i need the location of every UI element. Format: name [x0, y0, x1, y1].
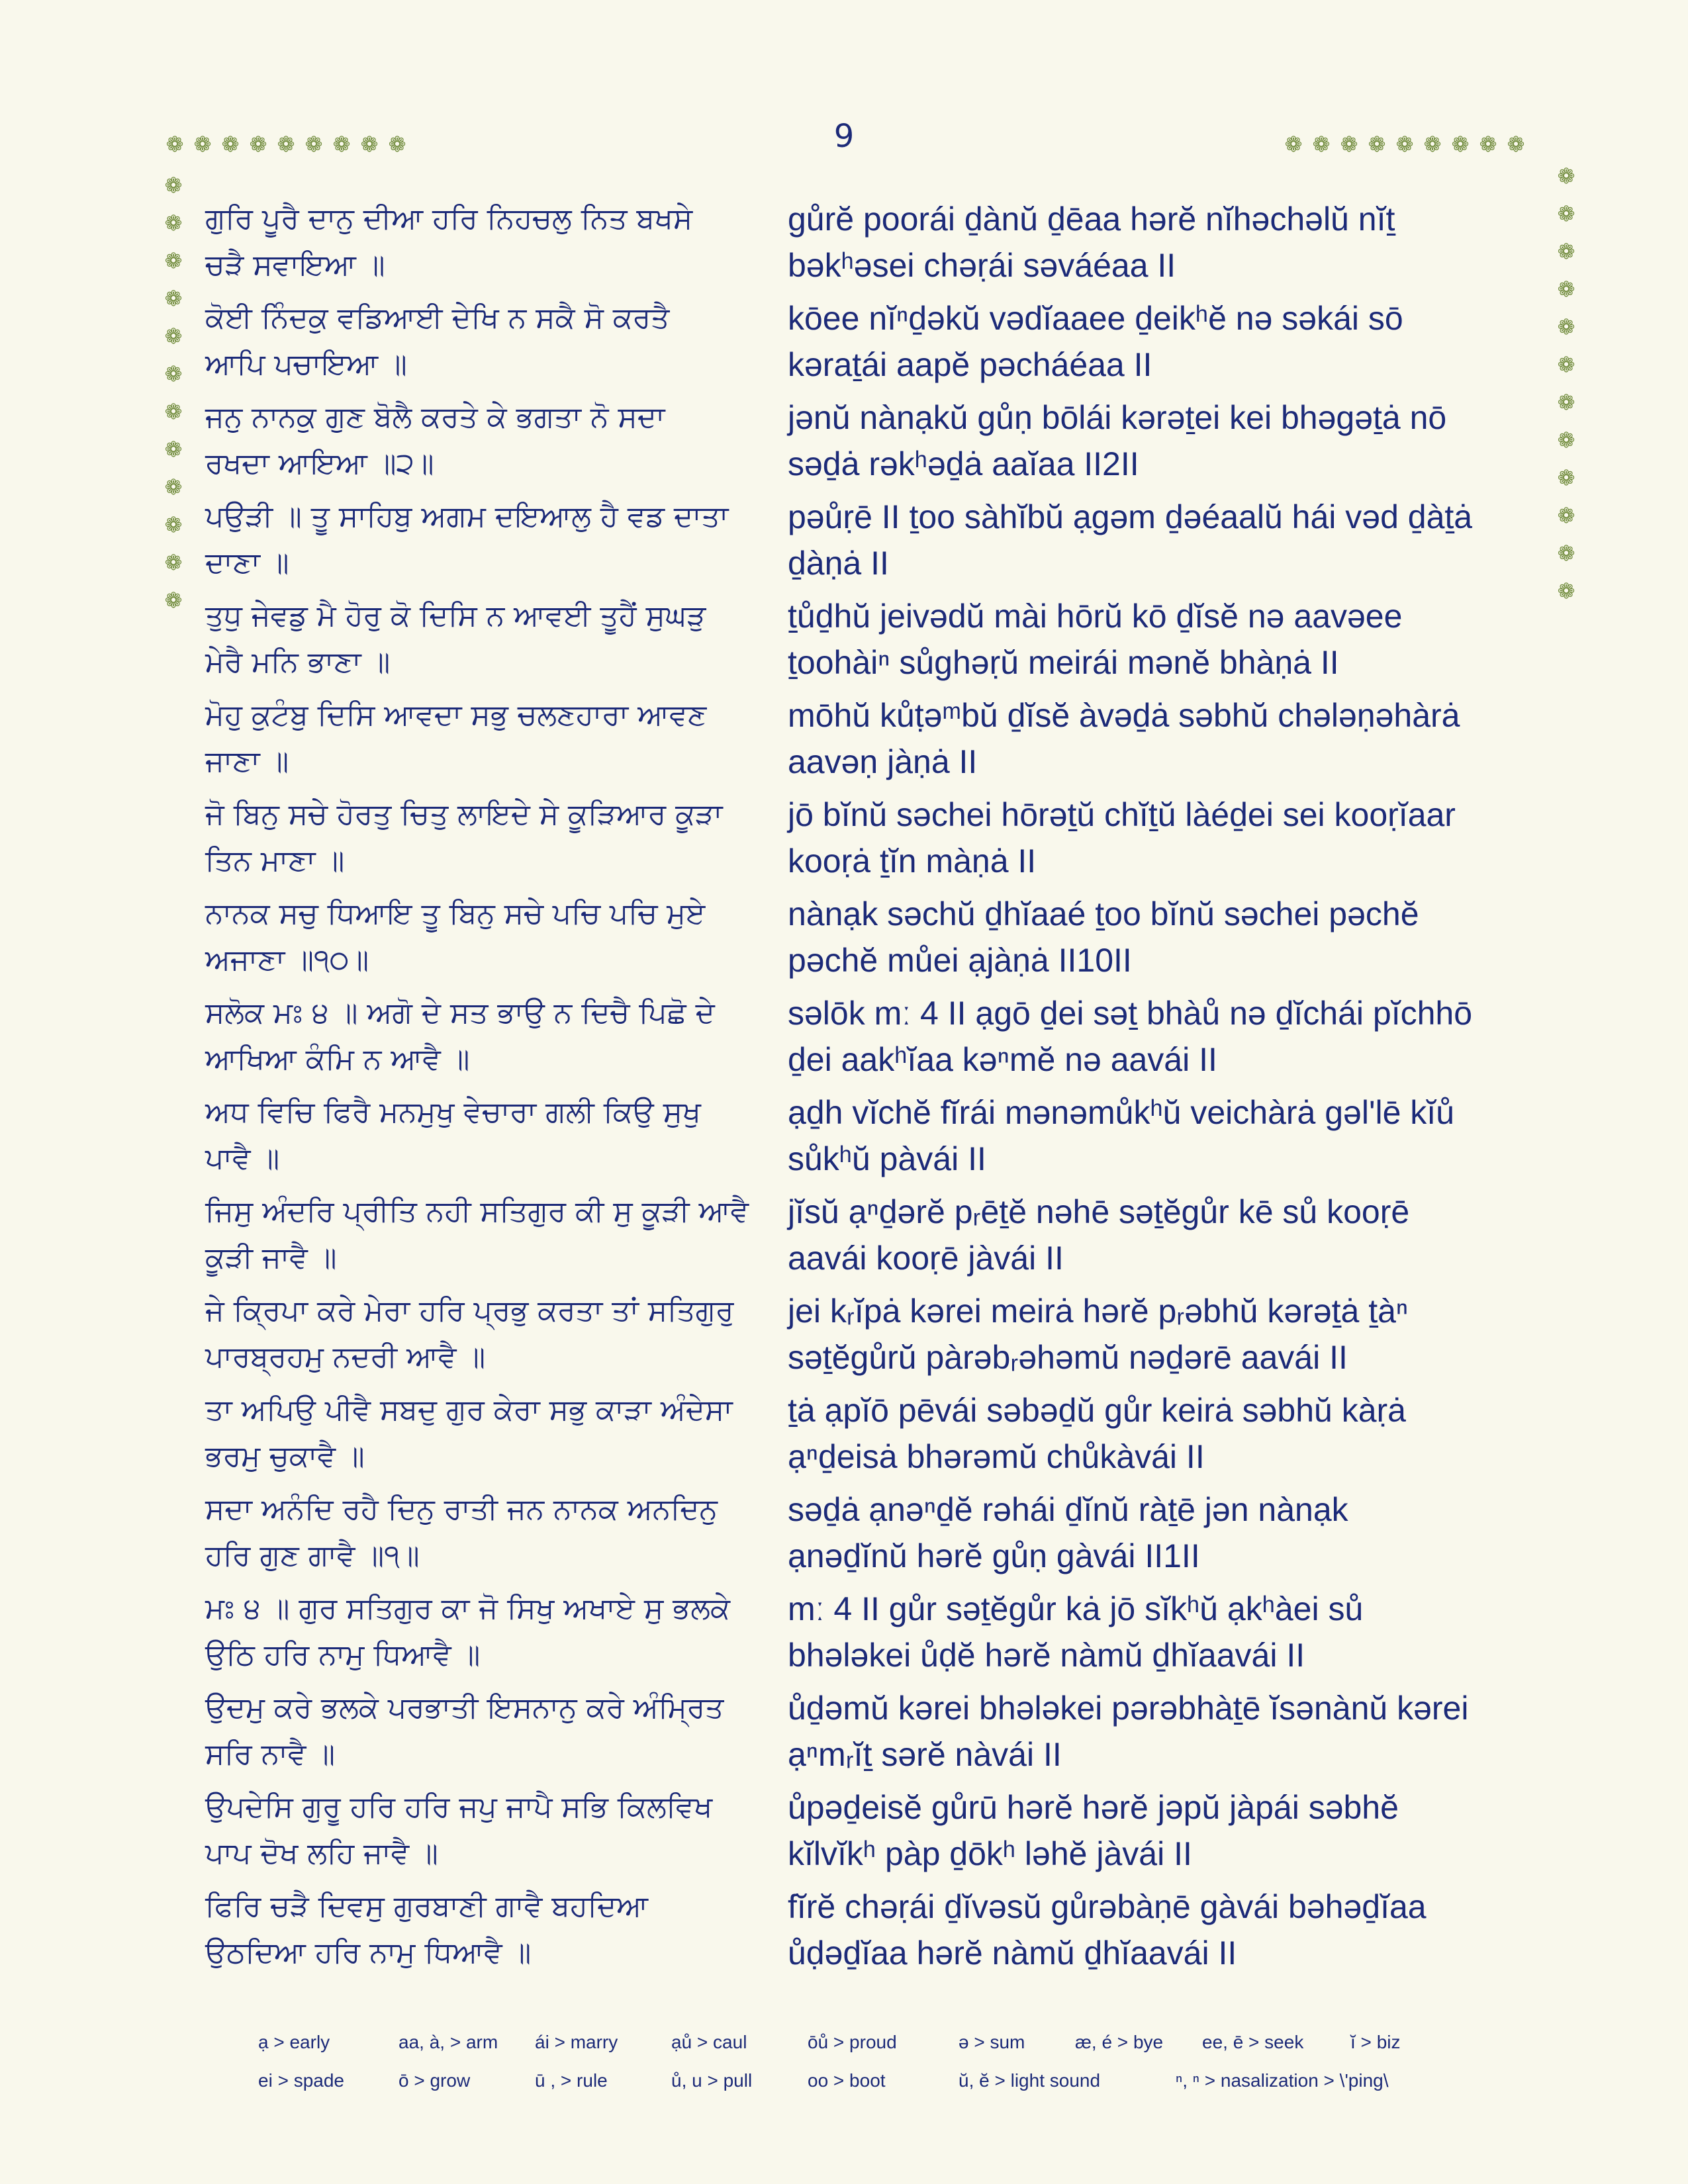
page-number: 9	[833, 118, 855, 155]
verse-row	[205, 1586, 1526, 1685]
flower-icon: ❁	[1557, 578, 1575, 604]
flower-icon: ❁	[164, 475, 183, 500]
legend-item: æ, é > bye	[1075, 2032, 1164, 2052]
verse-row	[205, 593, 1526, 692]
gurmukhi-text: ਨਾਨਕ ਸਚੁ ਧਿਆਇ ਤੂ ਬਿਨੁ ਸਚੇ ਪਚਿ ਪਚਿ ਮੁਏ ਅਜਾਣਾ ॥੧੦॥	[205, 897, 706, 977]
flower-icon: ❁	[164, 324, 183, 349]
transliteration-text: ůḏəmŭ kərei bhələkei pərəbhàṯē ĭsənànŭ kərei ạⁿmᵣĭṯ sərĕ nàvái II	[788, 1690, 1469, 1773]
verse-row	[205, 1387, 1526, 1486]
border-right	[1554, 164, 1578, 603]
verse-row	[205, 1884, 1526, 1983]
verse-row	[205, 891, 1526, 990]
flower-icon: ❁	[164, 210, 183, 236]
transliteration-text: səlōk mː 4 II ạgō ḏei səṯ bhàů nə ḏĭchái pĭchhō ḏei aakʰĭaa kəⁿmĕ nə aavái II	[788, 995, 1473, 1078]
transliteration-text: ṯůḏhŭ jeivədŭ mài hōrŭ kō ḏĭsĕ nə aavəee ṯoohàiⁿ sůghəṛŭ meirái mənĕ bhàṇȧ II	[788, 598, 1403, 681]
gurmukhi-text: ਉਦਮੁ ਕਰੇ ਭਲਕੇ ਪਰਭਾਤੀ ਇਸਨਾਨੁ ਕਰੇ ਅੰਮ੍ਰਿਤ ਸਰਿ ਨਾਵੈ ॥	[205, 1691, 724, 1771]
verse-row	[205, 1486, 1526, 1586]
transliteration-text: jō bĭnŭ səchei hōrəṯŭ chĭṯŭ làéḏei sei kooṛĭaar kooṛȧ ṯĭn màṇȧ II	[788, 796, 1456, 880]
gurmukhi-text: ਤੁਧੁ ਜੇਵਡੁ ਮੈ ਹੋਰੁ ਕੋ ਦਿਸਿ ਨ ਆਵਈ ਤੂਹੈਂ ਸੁਘੜੁ ਮੇਰੈ ਮਨਿ ਭਾਣਾ ॥	[205, 599, 706, 679]
legend-row	[258, 2068, 1503, 2106]
gurmukhi-text: ਜਿਸੁ ਅੰਦਰਿ ਪ੍ਰੀਤਿ ਨਹੀ ਸਤਿਗੁਰ ਕੀ ਸੁ ਕੂੜੀ ਆਵੈ ਕੂੜੀ ਜਾਵੈ ॥	[205, 1195, 749, 1275]
flower-icon: ❁	[164, 248, 183, 273]
flower-icon: ❁	[1312, 132, 1331, 157]
flower-icon: ❁	[1368, 132, 1386, 157]
transliteration-text: mː 4 II gůr səṯĕgůr kȧ jō sĭkʰŭ ạkʰàei sů bhələkei ůḍĕ hərĕ nàmŭ ḏhĭaavái II	[788, 1590, 1364, 1674]
transliteration-text: kōee nĭⁿḏəkŭ vədĭaaee ḏeikʰĕ nə səkái sō kəraṯái aapĕ pəcháéaa II	[788, 300, 1403, 383]
legend-item: ĭ > biz	[1350, 2032, 1401, 2052]
flower-icon: ❁	[277, 132, 295, 157]
flower-icon: ❁	[1557, 465, 1575, 490]
verse-row	[205, 692, 1526, 792]
flower-icon: ❁	[164, 550, 183, 575]
border-top-left	[163, 132, 409, 156]
transliteration-text: pəůṛē II ṯoo sàhĭbŭ ạgəm ḏəéaalŭ hái vəd ḏàṯȧ ḏàṇȧ II	[788, 498, 1473, 582]
legend-item: ə > sum	[959, 2032, 1025, 2052]
transliteration-text: ůpəḏeisĕ gůrū hərĕ hərĕ jəpŭ jàpái səbhĕ kĭlvĭkʰ pàp ḏōkʰ ləhĕ jàvái II	[788, 1789, 1399, 1872]
flower-icon: ❁	[1451, 132, 1470, 157]
flower-icon: ❁	[221, 132, 240, 157]
flower-icon: ❁	[165, 132, 184, 157]
verse-row	[205, 1685, 1526, 1784]
flower-icon: ❁	[1557, 428, 1575, 453]
flower-icon: ❁	[360, 132, 379, 157]
transliteration-text: jĭsŭ ạⁿḏərĕ pᵣēṯĕ nəhē səṯĕgůr kē sů kooṛē aavái kooṛē jàvái II	[788, 1193, 1410, 1277]
legend-item: aa, à, > arm	[399, 2032, 498, 2052]
verse-row	[205, 1189, 1526, 1288]
gurmukhi-text: ਜੋ ਬਿਨੁ ਸਚੇ ਹੋਰਤੁ ਚਿਤੁ ਲਾਇਦੇ ਸੇ ਕੂੜਿਆਰ ਕੂੜਾ ਤਿਨ ਮਾਣਾ ॥	[205, 797, 723, 878]
transliteration-text: ạḏh vĭchĕ fĭrái mənəmůkʰŭ veichàrȧ gəl'lē kĭů sůkʰŭ pàvái II	[788, 1094, 1455, 1177]
verse-list	[205, 196, 1526, 1983]
transliteration-text: gůrĕ poorái ḏànŭ ḏēaa hərĕ nĭhəchəlŭ nĭṯ bəkʰəsei chəṛái səváéaa II	[788, 201, 1395, 284]
flower-icon: ❁	[1557, 277, 1575, 302]
gurmukhi-text: ਸਦਾ ਅਨੰਦਿ ਰਹੈ ਦਿਨੁ ਰਾਤੀ ਜਨ ਨਾਨਕ ਅਨਦਿਨੁ ਹਰਿ ਗੁਣ ਗਾਵੈ ॥੧॥	[205, 1492, 718, 1572]
flower-icon: ❁	[249, 132, 267, 157]
legend-item: oo > boot	[808, 2070, 886, 2091]
flower-icon: ❁	[1557, 352, 1575, 377]
gurmukhi-text: ਸਲੋਕ ਮਃ ੪ ॥ ਅਗੋ ਦੇ ਸਤ ਭਾਉ ਨ ਦਿਚੈ ਪਿਛੋ ਦੇ ਆਖਿਆ ਕੰਮਿ ਨ ਆਵੈ ॥	[205, 996, 715, 1076]
legend-item: ee, ē > seek	[1202, 2032, 1304, 2052]
gurmukhi-text: ਕੋਈ ਨਿੰਦਕੁ ਵਡਿਆਈ ਦੇਖਿ ਨ ਸਕੈ ਸੋ ਕਰਤੈ ਆਪਿ ਪਚਾਇਆ ॥	[205, 301, 670, 381]
flower-icon: ❁	[164, 361, 183, 387]
flower-icon: ❁	[164, 399, 183, 424]
verse-row	[205, 792, 1526, 891]
gurmukhi-text: ਪਉੜੀ ॥ ਤੂ ਸਾਹਿਬੁ ਅਗਮ ਦਇਆਲੁ ਹੈ ਵਡ ਦਾਤਾ ਦਾਣਾ ॥	[205, 500, 729, 580]
flower-icon: ❁	[1340, 132, 1358, 157]
flower-icon: ❁	[1557, 390, 1575, 415]
flower-icon: ❁	[1557, 163, 1575, 189]
transliteration-text: ṯȧ ạpĭō pēvái səbəḏŭ gůr keirȧ səbhŭ kàṛȧ ạⁿḏeisȧ bhərəmŭ chůkàvái II	[788, 1392, 1406, 1475]
legend-item: ạ > early	[258, 2032, 330, 2052]
legend-item: ů, u > pull	[671, 2070, 753, 2091]
verse-row	[205, 394, 1526, 494]
verse-row	[205, 990, 1526, 1089]
flower-icon: ❁	[1557, 314, 1575, 340]
flower-icon: ❁	[332, 132, 351, 157]
pronunciation-legend	[258, 2029, 1503, 2106]
border-left	[162, 173, 185, 612]
flower-icon: ❁	[1284, 132, 1303, 157]
transliteration-text: səḏȧ ạnəⁿḏĕ rəhái ḏĭnŭ ràṯē jən nànạk ạnəḏĭnŭ hərĕ gůṇ gàvái II1II	[788, 1491, 1348, 1574]
transliteration-text: jənŭ nànạkŭ gůṇ bōlái kərəṯei kei bhəgəṯȧ nō səḏȧ rəkʰəḏȧ aaĭaa II2II	[788, 399, 1447, 482]
flower-icon: ❁	[1557, 541, 1575, 566]
flower-icon: ❁	[1507, 132, 1525, 157]
legend-row	[258, 2029, 1503, 2068]
flower-icon: ❁	[1557, 239, 1575, 264]
legend-item: ⁿ, ⁿ > nasalization > \'ping\	[1176, 2070, 1389, 2091]
flower-icon: ❁	[1423, 132, 1442, 157]
flower-icon: ❁	[1557, 201, 1575, 226]
flower-icon: ❁	[164, 512, 183, 537]
verse-row	[205, 1089, 1526, 1189]
verse-row	[205, 1784, 1526, 1884]
legend-item: ŭ, ĕ > light sound	[959, 2070, 1101, 2091]
flower-icon: ❁	[1557, 503, 1575, 528]
verse-row	[205, 295, 1526, 394]
flower-icon: ❁	[164, 588, 183, 613]
gurmukhi-text: ਮੋਹੁ ਕੁਟੰਬੁ ਦਿਸਿ ਆਵਦਾ ਸਭੁ ਚਲਣਹਾਰਾ ਆਵਣ ਜਾਣਾ ॥	[205, 698, 707, 778]
flower-icon: ❁	[1395, 132, 1414, 157]
flower-icon: ❁	[164, 437, 183, 462]
transliteration-text: nànạk səchŭ ḏhĭaaé ṯoo bĭnŭ səchei pəchĕ pəchĕ můei ạjàṇȧ II10II	[788, 895, 1419, 979]
gurmukhi-text: ਫਿਰਿ ਚੜੈ ਦਿਵਸੁ ਗੁਰਬਾਣੀ ਗਾਵੈ ਬਹਦਿਆ ਉਠਦਿਆ ਹਰਿ ਨਾਮੁ ਧਿਆਵੈ ॥	[205, 1889, 649, 1970]
gurmukhi-text: ਜੇ ਕ੍ਰਿਪਾ ਕਰੇ ਮੇਰਾ ਹਰਿ ਪ੍ਰਭੁ ਕਰਤਾ ਤਾਂ ਸਤਿਗੁਰੁ ਪਾਰਬ੍ਰਹਮੁ ਨਦਰੀ ਆਵੈ ॥	[205, 1294, 734, 1374]
legend-item: ei > spade	[258, 2070, 344, 2091]
verse-row	[205, 1288, 1526, 1387]
flower-icon: ❁	[164, 286, 183, 311]
flower-icon: ❁	[1479, 132, 1497, 157]
legend-item: ū , > rule	[535, 2070, 608, 2091]
flower-icon: ❁	[388, 132, 406, 157]
gurmukhi-text: ਉਪਦੇਸਿ ਗੁਰੂ ਹਰਿ ਹਰਿ ਜਪੁ ਜਾਪੈ ਸਭਿ ਕਿਲਵਿਖ ਪਾਪ ਦੋਖ ਲਹਿ ਜਾਵੈ ॥	[205, 1790, 713, 1870]
verse-row	[205, 196, 1526, 295]
transliteration-text: jei kᵣĭpȧ kərei meirȧ hərĕ pᵣəbhŭ kərəṯȧ ṯàⁿ səṯĕgůrŭ pàrəbᵣəhəmŭ nəḏərē aavái II	[788, 1293, 1409, 1376]
transliteration-text: mōhŭ kůṭəᵐbŭ ḏĭsĕ àvəḏȧ səbhŭ chələṇəhàrȧ aavəṇ jàṇȧ II	[788, 697, 1460, 780]
legend-item: ōů > proud	[808, 2032, 897, 2052]
gurmukhi-text: ਤਾ ਅਪਿਉ ਪੀਵੈ ਸਬਦੁ ਗੁਰ ਕੇਰਾ ਸਭੁ ਕਾੜਾ ਅੰਦੇਸਾ ਭਰਮੁ ਚੁਕਾਵੈ ॥	[205, 1393, 733, 1473]
legend-item: ái > marry	[535, 2032, 618, 2052]
verse-row	[205, 494, 1526, 593]
flower-icon: ❁	[193, 132, 212, 157]
gurmukhi-text: ਮਃ ੪ ॥ ਗੁਰ ਸਤਿਗੁਰ ਕਾ ਜੋ ਸਿਖੁ ਅਖਾਏ ਸੁ ਭਲਕੇ ਉਠਿ ਹਰਿ ਨਾਮੁ ਧਿਆਵੈ ॥	[205, 1592, 730, 1672]
border-top-right	[1282, 132, 1528, 156]
flower-icon: ❁	[305, 132, 323, 157]
transliteration-text: fĭrĕ chəṛái ḏĭvəsŭ gůrəbàṇē gàvái bəhəḏĭaa ůḍəḏĭaa hərĕ nàmŭ ḏhĭaavái II	[788, 1888, 1427, 1972]
legend-item: ō > grow	[399, 2070, 471, 2091]
gurmukhi-text: ਅਧ ਵਿਚਿ ਫਿਰੈ ਮਨਮੁਖੁ ਵੇਚਾਰਾ ਗਲੀ ਕਿਉ ਸੁਖੁ ਪਾਵੈ ॥	[205, 1095, 701, 1175]
gurmukhi-text: ਜਨੁ ਨਾਨਕੁ ਗੁਣ ਬੋਲੈ ਕਰਤੇ ਕੇ ਭਗਤਾ ਨੋ ਸਦਾ ਰਖਦਾ ਆਇਆ ॥੨॥	[205, 400, 665, 480]
flower-icon: ❁	[164, 173, 183, 198]
gurmukhi-text: ਗੁਰਿ ਪੂਰੈ ਦਾਨੁ ਦੀਆ ਹਰਿ ਨਿਹਚਲੁ ਨਿਤ ਬਖਸੇ ਚੜੈ ਸਵਾਇਆ ॥	[205, 202, 693, 282]
legend-item: ạů > caul	[671, 2032, 747, 2052]
